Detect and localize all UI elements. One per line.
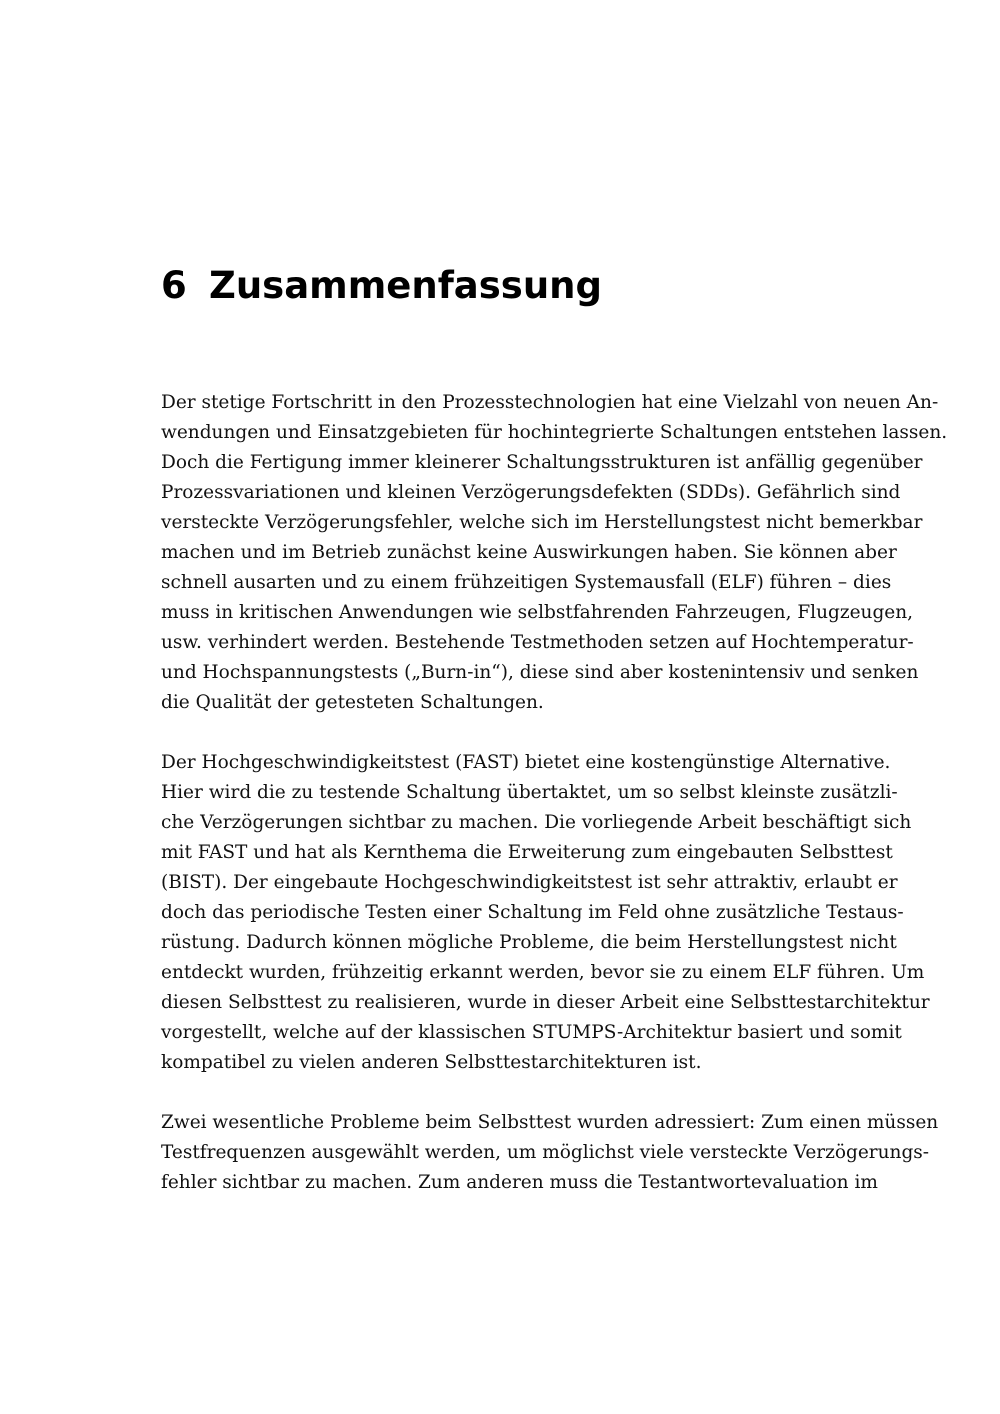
- chapter-number: 6: [161, 264, 187, 307]
- text-line: Der Hochgeschwindigkeitstest (FAST) bietet eine kostengünstige Alternative.: [161, 752, 891, 773]
- text-line: kompatibel zu vielen anderen Selbsttestarchitekturen ist.: [161, 1052, 702, 1073]
- text-line: wendungen und Einsatzgebieten für hochintegrierte Schaltungen entstehen lassen.: [161, 422, 948, 443]
- text-line: vorgestellt, welche auf der klassischen STUMPS-Architektur basiert und somit: [161, 1022, 902, 1043]
- text-line: doch das periodische Testen einer Schaltung im Feld ohne zusätzliche Testaus-: [161, 902, 904, 923]
- text-line: rüstung. Dadurch können mögliche Probleme, die beim Herstellungstest nicht: [161, 932, 897, 953]
- chapter-title: Zusammenfassung: [209, 264, 602, 307]
- text-line: fehler sichtbar zu machen. Zum anderen muss die Testantwortevaluation im: [161, 1172, 878, 1193]
- paragraph: [161, 1108, 939, 1198]
- paragraph: [161, 748, 930, 1078]
- text-line: schnell ausarten und zu einem frühzeitigen Systemausfall (ELF) führen – dies: [161, 572, 892, 593]
- text-line: entdeckt wurden, frühzeitig erkannt werden, bevor sie zu einem ELF führen. Um: [161, 962, 925, 983]
- text-line: muss in kritischen Anwendungen wie selbstfahrenden Fahrzeugen, Flugzeugen,: [161, 602, 914, 623]
- text-line: versteckte Verzögerungsfehler, welche sich im Herstellungstest nicht bemerkbar: [161, 512, 923, 533]
- text-line: Der stetige Fortschritt in den Prozesstechnologien hat eine Vielzahl von neuen An-: [161, 392, 939, 413]
- text-line: (BIST). Der eingebaute Hochgeschwindigkeitstest ist sehr attraktiv, erlaubt er: [161, 872, 898, 893]
- text-line: Zwei wesentliche Probleme beim Selbsttest wurden adressiert: Zum einen müssen: [161, 1112, 939, 1133]
- text-line: mit FAST und hat als Kernthema die Erweiterung zum eingebauten Selbsttest: [161, 842, 893, 863]
- text-line: che Verzögerungen sichtbar zu machen. Die vorliegende Arbeit beschäftigt sich: [161, 812, 912, 833]
- chapter-heading: [161, 262, 602, 310]
- body-text: [161, 388, 948, 1228]
- paragraph: [161, 388, 948, 718]
- text-line: Doch die Fertigung immer kleinerer Schaltungsstrukturen ist anfällig gegenüber: [161, 452, 923, 473]
- text-line: Testfrequenzen ausgewählt werden, um möglichst viele versteckte Verzögerungs-: [161, 1142, 930, 1163]
- text-line: und Hochspannungstests („Burn-in“), diese sind aber kostenintensiv und senken: [161, 662, 919, 683]
- text-line: machen und im Betrieb zunächst keine Auswirkungen haben. Sie können aber: [161, 542, 897, 563]
- text-line: diesen Selbsttest zu realisieren, wurde in dieser Arbeit eine Selbsttestarchitektur: [161, 992, 930, 1013]
- text-line: Hier wird die zu testende Schaltung übertaktet, um so selbst kleinste zusätzli-: [161, 782, 898, 803]
- text-line: die Qualität der getesteten Schaltungen.: [161, 692, 544, 713]
- text-line: Prozessvariationen und kleinen Verzögerungsdefekten (SDDs). Gefährlich sind: [161, 482, 901, 503]
- text-line: usw. verhindert werden. Bestehende Testmethoden setzen auf Hochtemperatur-: [161, 632, 914, 653]
